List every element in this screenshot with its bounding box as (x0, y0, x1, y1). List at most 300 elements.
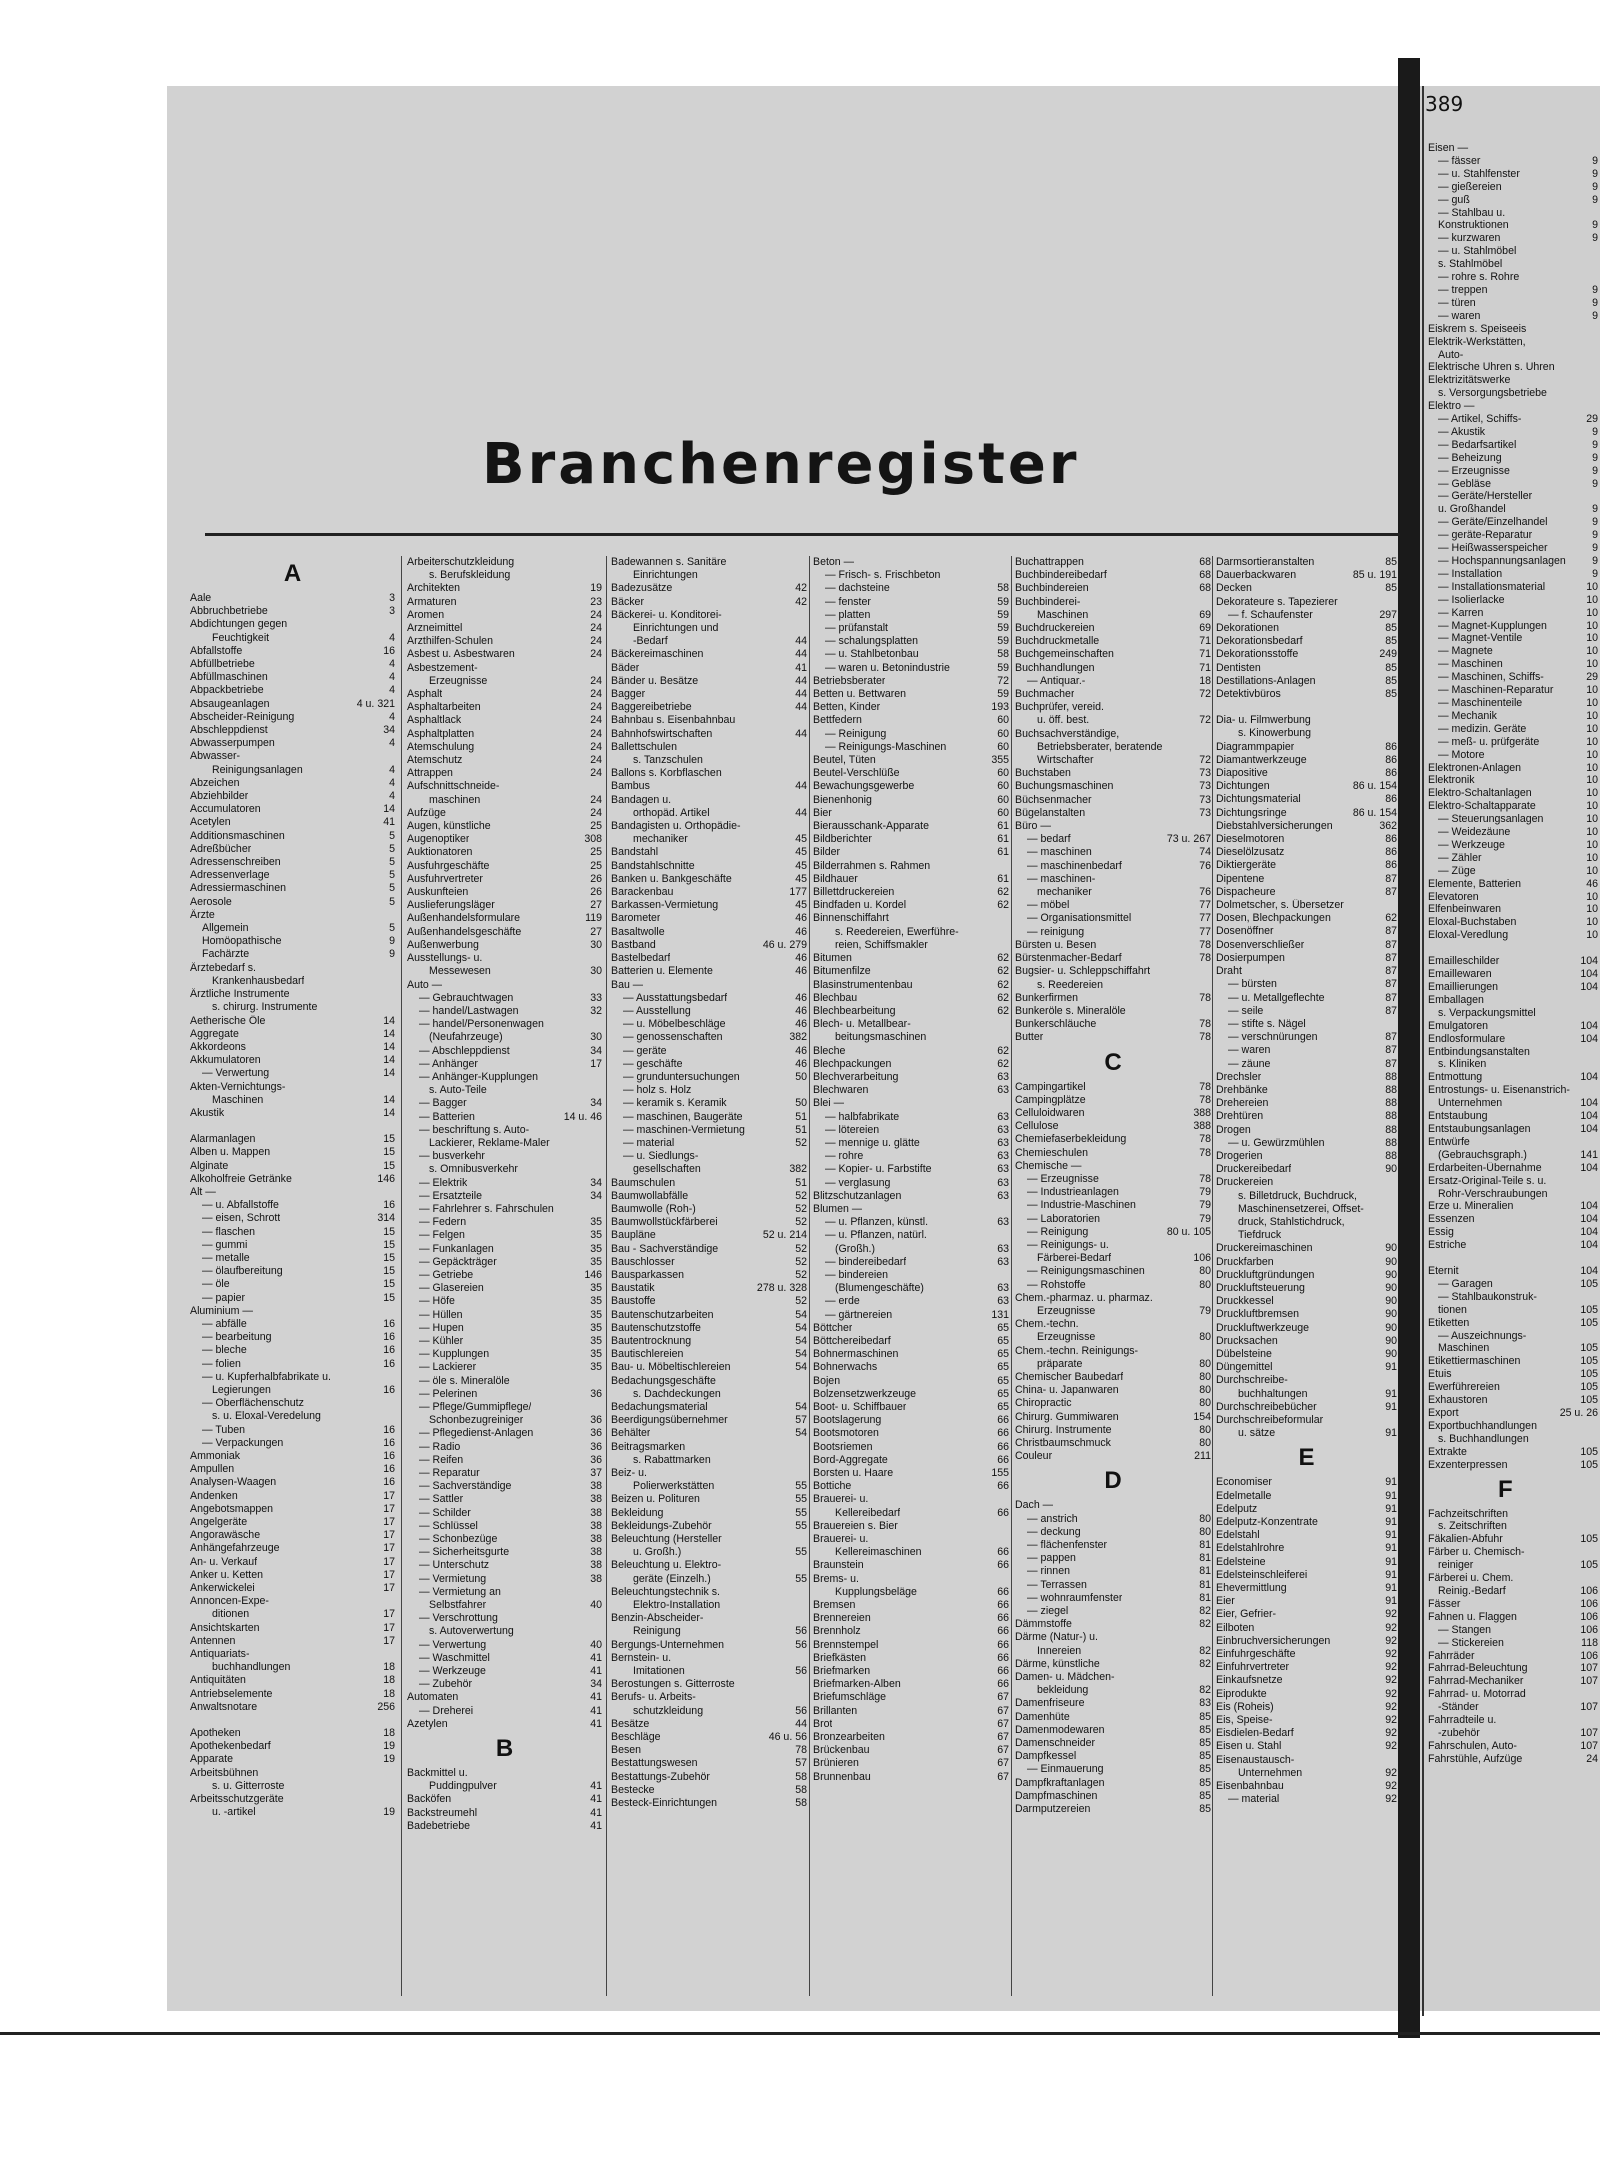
index-entry (407, 1401, 602, 1414)
entry-term: Dispacheure (1216, 885, 1276, 898)
entry-page: 38 (590, 1519, 602, 1532)
entry-page (1005, 569, 1009, 582)
spacer (1216, 701, 1397, 714)
entry-term: Ankerwickelei (190, 1582, 255, 1595)
entry-term: Feuchtigkeit (212, 631, 270, 644)
entry-page: 92 (1385, 1727, 1397, 1740)
entry-term: Blechverarbeitung (813, 1070, 899, 1083)
index-entry (407, 662, 602, 675)
entry-page (598, 952, 602, 965)
index-entry (1015, 1605, 1211, 1618)
entry-term: Fahrrad-Mechaniker (1428, 1675, 1524, 1688)
index-entry (611, 1388, 807, 1401)
entry-term: — Installation (1438, 567, 1503, 580)
entry-page (1393, 1203, 1397, 1216)
entry-page (1005, 1203, 1009, 1216)
entry-page: 46 (795, 912, 807, 925)
index-entry (813, 728, 1009, 741)
entry-term: Bürstenmacher-Bedarf (1015, 952, 1122, 965)
entry-page: 18 (383, 1727, 395, 1740)
entry-term: Büchsenmacher (1015, 793, 1092, 806)
index-entry (1015, 754, 1211, 767)
entry-page: 9 (389, 935, 395, 948)
index-entry (1015, 609, 1211, 622)
entry-page: 211 (1194, 1450, 1211, 1463)
index-entry (611, 1401, 807, 1414)
entry-term: — material (1228, 1793, 1280, 1806)
index-entry (611, 1309, 807, 1322)
index-entry (407, 1480, 602, 1493)
index-entry (407, 1454, 602, 1467)
entry-term: Bremsen (813, 1599, 856, 1612)
entry-page: 60 (997, 780, 1009, 793)
entry-page: 80 (1199, 1437, 1211, 1449)
entry-page: 15 (383, 1278, 395, 1291)
entry-page: 67 (997, 1744, 1009, 1757)
entry-term: — Reinigung (825, 727, 887, 740)
entry-term: Dipentene (1216, 872, 1265, 885)
index-entry (813, 939, 1009, 952)
index-entry (407, 886, 602, 899)
entry-page: 81 (1199, 1565, 1211, 1578)
index-entry (1015, 1397, 1211, 1410)
index-entry (1015, 939, 1211, 952)
index-entry (1015, 860, 1211, 873)
index-entry (407, 807, 602, 820)
entry-term: Böttcher (813, 1321, 853, 1334)
entry-page (803, 556, 807, 569)
index-entry (1015, 1305, 1211, 1318)
index-entry (407, 1441, 602, 1454)
entry-term: Eisenbahnbau (1216, 1780, 1284, 1793)
entry-page: 63 (997, 1295, 1009, 1308)
entry-term: — Beheizung (1438, 451, 1502, 464)
entry-term: — handel/Lastwagen (419, 1004, 519, 1017)
index-entry (190, 1767, 395, 1780)
entry-term: Accumulatoren (190, 803, 261, 816)
index-entry (407, 596, 602, 609)
index-entry (407, 1573, 602, 1586)
index-entry (813, 1507, 1009, 1520)
entry-term: — gärtnereien (825, 1308, 893, 1321)
index-entry (813, 662, 1009, 675)
index-entry (1428, 1162, 1598, 1175)
entry-page (803, 1612, 807, 1625)
entry-page: 62 (997, 991, 1009, 1004)
index-entry (1015, 1750, 1211, 1763)
index-entry (813, 1599, 1009, 1612)
index-entry (407, 728, 602, 741)
index-entry (813, 675, 1009, 688)
column-divider (809, 556, 810, 1996)
index-entry (1428, 787, 1598, 800)
entry-page: 119 (585, 912, 602, 925)
entry-term: — Felgen (419, 1229, 465, 1242)
entry-term: Billettdruckereien (813, 886, 895, 899)
entry-term: Benzin-Abscheider- (611, 1612, 704, 1625)
index-entry (611, 728, 807, 741)
entry-term: — Hüllen (419, 1308, 463, 1321)
entry-page: 34 (590, 1678, 602, 1691)
entry-term: Christbaumschmuck (1015, 1437, 1111, 1449)
entry-page: 388 (1193, 1106, 1211, 1119)
index-entry (813, 1058, 1009, 1071)
entry-page: 59 (997, 608, 1009, 621)
entry-page: 76 (1199, 886, 1211, 899)
index-entry (190, 1450, 395, 1463)
index-entry (1428, 684, 1598, 697)
entry-page: 86 (1385, 753, 1397, 766)
index-entry (1015, 1803, 1211, 1816)
entry-term: — Reinigungs-Maschinen (825, 740, 947, 753)
index-entry (1428, 155, 1598, 168)
entry-page: 78 (1199, 1133, 1211, 1146)
entry-page: 80 u. 105 (1166, 1225, 1211, 1238)
index-entry (1428, 852, 1598, 865)
entry-term: Backmittel u. (407, 1767, 468, 1780)
index-entry (1428, 542, 1598, 555)
section-letter: B (495, 1735, 514, 1763)
entry-page (391, 988, 395, 1001)
entry-term: Dosen, Blechpackungen (1216, 912, 1331, 925)
entry-page (803, 1533, 807, 1546)
entry-page: 105 (1580, 1533, 1598, 1546)
entry-term: — erde (825, 1295, 860, 1308)
entry-term: Baumwollstückfärberei (611, 1216, 718, 1229)
entry-term: Adressenverlage (190, 869, 270, 882)
entry-term: -Ständer (1438, 1701, 1479, 1714)
index-entry (611, 1177, 807, 1190)
entry-term: Dekorationsstoffe (1216, 648, 1299, 661)
entry-page: 26 (590, 872, 602, 885)
entry-page: 78 (1199, 1093, 1211, 1106)
index-entry (1428, 1110, 1598, 1123)
index-entry (813, 1533, 1009, 1546)
entry-term: Bahnhofswirtschaften (611, 727, 713, 740)
index-entry (1015, 1186, 1211, 1199)
index-entry (190, 1186, 395, 1199)
index-entry (813, 992, 1009, 1005)
entry-page: 52 (795, 1242, 807, 1255)
index-entry (1216, 939, 1397, 952)
index-entry (1216, 1361, 1397, 1374)
entry-term: s. Kinowerbung (1238, 727, 1312, 740)
entry-page: 104 (1580, 1110, 1598, 1123)
entry-term: Diktiergeräte (1216, 859, 1277, 872)
entry-term: Chemieschulen (1015, 1146, 1089, 1159)
entry-term: Destillations-Anlagen (1216, 674, 1316, 687)
entry-term: Akten-Vernichtungs- (190, 1080, 286, 1093)
entry-page (1207, 1239, 1211, 1252)
entry-page (391, 1410, 395, 1423)
entry-term: Antiquitäten (190, 1674, 246, 1687)
entry-term: — Reinigungs- u. (1027, 1238, 1109, 1251)
entry-term: Tiefdruck (1238, 1229, 1282, 1242)
index-entry (1216, 1308, 1397, 1321)
entry-page: 73 (1199, 780, 1211, 793)
entry-page: 67 (997, 1731, 1009, 1744)
entry-term: — Zähler (1438, 851, 1482, 864)
entry-term: Architekten (407, 582, 460, 595)
entry-page: 66 (997, 1427, 1009, 1440)
entry-page: 59 (997, 688, 1009, 701)
entry-term: — öle (202, 1278, 230, 1291)
entry-term: Maschinensetzerei, Offset- (1238, 1202, 1364, 1215)
entry-term: China- u. Japanwaren (1015, 1384, 1119, 1397)
index-entry (407, 648, 602, 661)
index-entry (813, 1282, 1009, 1295)
entry-term: Bestecke (611, 1783, 655, 1796)
entry-term: Eilboten (1216, 1621, 1255, 1634)
index-entry (1428, 607, 1598, 620)
entry-term: Bilder (813, 846, 841, 859)
index-entry (1428, 284, 1598, 297)
index-entry (1015, 622, 1211, 635)
entry-term: Krankenhausbedarf (212, 974, 305, 987)
entry-term: Erzeugnisse (1037, 1331, 1096, 1344)
entry-term: — Antiquar.- (1027, 674, 1086, 687)
index-entry (813, 1573, 1009, 1586)
index-entry (1216, 1582, 1397, 1595)
entry-page: 87 (1385, 1004, 1397, 1017)
index-entry (611, 1295, 807, 1308)
entry-term: Braunstein (813, 1559, 864, 1572)
entry-page: 19 (383, 1740, 395, 1753)
index-entry (407, 1820, 602, 1833)
index-entry (190, 1556, 395, 1569)
entry-term: Eisdielen-Bedarf (1216, 1727, 1294, 1740)
entry-page (1393, 1229, 1397, 1242)
index-entry (407, 1005, 602, 1018)
entry-term: — Steuerungsanlagen (1438, 813, 1544, 826)
entry-term: Bojen (813, 1374, 841, 1387)
entry-page: 78 (1199, 1031, 1211, 1044)
entry-page (1005, 912, 1009, 925)
entry-term: Barometer (611, 912, 661, 925)
entry-term: — Organisationsmittel (1027, 912, 1132, 925)
entry-page: 9 (1592, 516, 1598, 529)
entry-term: Unternehmen (1238, 1766, 1303, 1779)
index-entry (1428, 1533, 1598, 1546)
entry-term: Dekorationen (1216, 622, 1280, 635)
entry-page: 91 (1385, 1489, 1397, 1502)
entry-page: 61 (997, 833, 1009, 846)
entry-page: 18 (1199, 674, 1211, 687)
index-entry (611, 780, 807, 793)
entry-term: — u. Pflanzen, natürl. (825, 1229, 927, 1242)
entry-term: Abziehbilder (190, 790, 249, 803)
index-entry (1216, 1701, 1397, 1714)
entry-page: 5 (389, 856, 395, 869)
entry-page: 146 (584, 1268, 602, 1281)
entry-term: Badewannen s. Sanitäre (611, 556, 727, 568)
index-column-4 (813, 556, 1009, 1784)
entry-term: Anhängefahrzeuge (190, 1542, 280, 1555)
entry-page: 60 (997, 740, 1009, 753)
index-entry (407, 1612, 602, 1625)
entry-term: Bäcker (611, 595, 644, 608)
index-entry (407, 1309, 602, 1322)
entry-term: Elektrische Uhren s. Uhren (1428, 361, 1555, 374)
entry-term: Decken (1216, 582, 1252, 595)
index-entry (1216, 741, 1397, 754)
entry-page: 92 (1385, 1700, 1397, 1713)
entry-page: 9 (1592, 529, 1598, 542)
entry-page: 36 (590, 1414, 602, 1427)
index-entry (813, 1348, 1009, 1361)
entry-page: 74 (1199, 846, 1211, 859)
index-entry (1015, 596, 1211, 609)
entry-term: Elemente, Batterien (1428, 877, 1522, 890)
entry-term: Antiquariats- (190, 1648, 250, 1661)
index-entry (1015, 1345, 1211, 1358)
entry-term: Auto- (1438, 348, 1464, 361)
entry-term: — bleche (202, 1344, 247, 1357)
index-entry (190, 1041, 395, 1054)
entry-page (803, 1652, 807, 1665)
index-entry (190, 1292, 395, 1305)
index-entry (1428, 1304, 1598, 1317)
index-entry (1216, 1490, 1397, 1503)
entry-term: Annoncen-Expe- (190, 1595, 269, 1608)
index-entry (407, 912, 602, 925)
entry-page (803, 1599, 807, 1612)
entry-term: Polierwerkstätten (633, 1480, 715, 1493)
index-entry (1428, 1701, 1598, 1714)
entry-page: 66 (997, 1638, 1009, 1651)
entry-term: Akustik (190, 1106, 225, 1119)
entry-term: Absaugeanlagen (190, 697, 270, 710)
index-entry (1428, 1149, 1598, 1162)
entry-term: Badezusätze (611, 582, 673, 595)
entry-page: 38 (590, 1546, 602, 1559)
index-entry (813, 1520, 1009, 1533)
entry-term: Eis (Roheis) (1216, 1700, 1274, 1713)
entry-term: Durchschreibebücher (1216, 1400, 1317, 1413)
index-entry (1216, 648, 1397, 661)
entry-term: Kupplungsbeläge (835, 1585, 917, 1598)
index-entry (407, 1243, 602, 1256)
entry-term: Abfüllmaschinen (190, 671, 268, 684)
index-entry (190, 1463, 395, 1476)
entry-page: 62 (1385, 912, 1397, 925)
index-entry (1015, 1711, 1211, 1724)
index-entry (407, 926, 602, 939)
entry-page (598, 1018, 602, 1031)
entry-term: — Geräte/Hersteller (1438, 490, 1533, 503)
entry-page: 15 (383, 1159, 395, 1172)
entry-page (803, 609, 807, 622)
index-entry (813, 1203, 1009, 1216)
entry-page (1005, 1533, 1009, 1546)
index-entry (611, 1243, 807, 1256)
entry-page (1393, 1374, 1397, 1387)
entry-page: 56 (795, 1665, 807, 1678)
entry-page: 10 (1586, 903, 1598, 916)
right-page-edge (1422, 86, 1424, 2016)
entry-page (598, 1375, 602, 1388)
entry-page: 90 (1385, 1295, 1397, 1308)
entry-page: 24 (590, 674, 602, 687)
entry-term: — Verwertung (419, 1638, 487, 1651)
index-entry (1428, 400, 1598, 413)
index-entry (407, 1137, 602, 1150)
index-entry (407, 1414, 602, 1427)
entry-term: Bergungs-Unternehmen (611, 1638, 725, 1651)
entry-term: — grunduntersuchungen (623, 1070, 740, 1083)
entry-term: s. Reedereien (1037, 978, 1103, 991)
index-entry (1428, 465, 1598, 478)
entry-page: 5 (389, 882, 395, 895)
index-entry (190, 1569, 395, 1582)
index-entry (1428, 1727, 1598, 1740)
entry-page: 38 (590, 1533, 602, 1546)
entry-term: Eloxal-Veredlung (1428, 929, 1509, 942)
entry-page: 62 (997, 952, 1009, 965)
index-column-3 (611, 556, 807, 1810)
index-entry (407, 833, 602, 846)
entry-page: 24 (590, 714, 602, 727)
index-entry (407, 1282, 602, 1295)
entry-page: 9 (1592, 309, 1598, 322)
index-entry (813, 1097, 1009, 1110)
entry-page: 9 (1592, 296, 1598, 309)
index-entry (611, 1071, 807, 1084)
entry-term: s. Rabattmarken (633, 1453, 711, 1466)
entry-term: — Mechanik (1438, 709, 1497, 722)
entry-page: 41 (590, 1691, 602, 1704)
entry-page: 4 (389, 763, 395, 776)
entry-term: Emaillewaren (1428, 968, 1492, 981)
index-entry (1428, 555, 1598, 568)
entry-term: Abfüllbetriebe (190, 658, 255, 671)
index-entry (813, 596, 1009, 609)
entry-page (598, 979, 602, 992)
entry-term: Bänder u. Besätze (611, 674, 699, 687)
entry-term: — prüfanstalt (825, 622, 889, 635)
entry-term: Betten, Kinder (813, 701, 881, 714)
entry-term: — Waschmittel (419, 1651, 490, 1664)
index-entry (1428, 516, 1598, 529)
entry-term: Entmottung (1428, 1071, 1483, 1084)
entry-page: 66 (997, 1651, 1009, 1664)
entry-page: 16 (383, 1199, 395, 1212)
index-entry (1015, 846, 1211, 859)
index-entry (813, 820, 1009, 833)
index-entry (190, 1397, 395, 1410)
entry-term: Bernstein- u. (611, 1651, 672, 1664)
entry-term: Drogen (1216, 1123, 1251, 1136)
page-title: Branchenregister (482, 432, 1080, 497)
entry-page: 15 (383, 1146, 395, 1159)
index-entry (407, 1084, 602, 1097)
index-entry (813, 1005, 1009, 1018)
entry-page (598, 1586, 602, 1599)
index-entry (1428, 361, 1598, 374)
entry-page (1207, 965, 1211, 978)
index-entry (1428, 658, 1598, 671)
entry-page: 85 (1199, 1737, 1211, 1750)
entry-term: Blechwaren (813, 1084, 869, 1097)
index-entry (1015, 1631, 1211, 1644)
entry-page: 4 (389, 776, 395, 789)
entry-term: — Akustik (1438, 425, 1486, 438)
entry-term: Augen, künstliche (407, 820, 491, 833)
index-entry (611, 662, 807, 675)
index-entry (611, 1058, 807, 1071)
entry-term: tionen (1438, 1303, 1467, 1316)
entry-page: 67 (997, 1691, 1009, 1704)
